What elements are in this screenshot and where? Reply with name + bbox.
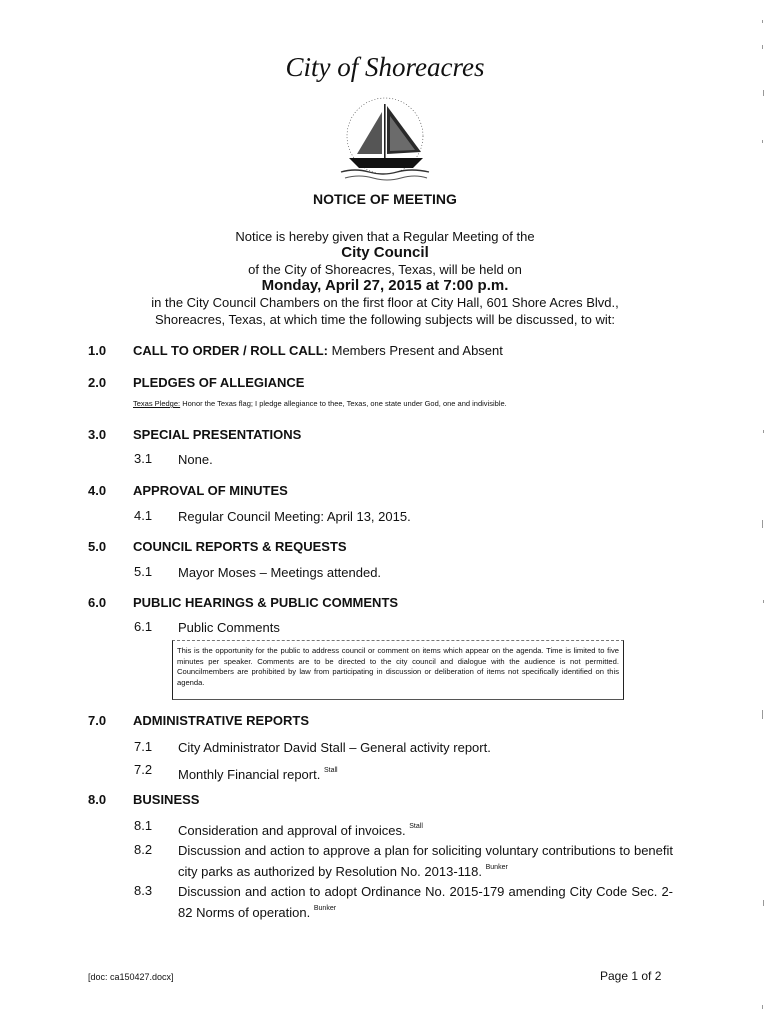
- section-number: 1.0: [88, 343, 107, 358]
- item-text: City Administrator David Stall – General activity report.: [178, 740, 491, 755]
- item-presenter: Bunker: [313, 905, 337, 912]
- section-title: SPECIAL PRESENTATIONS: [133, 427, 302, 442]
- item-presenter: Stall: [409, 823, 423, 830]
- notice-heading: NOTICE OF MEETING: [313, 191, 457, 207]
- texas-pledge: [133, 399, 507, 408]
- item-number: 8.3: [134, 883, 153, 898]
- sailboat-logo-icon: [335, 92, 435, 184]
- item-text-body: Discussion and action to adopt Ordinance No. 2015-179 amending City Code Sec. 2-82 Norms of operation.: [178, 884, 673, 920]
- item-text: Public Comments: [178, 620, 280, 635]
- section-title: APPROVAL OF MINUTES: [133, 483, 288, 498]
- item-number: 7.1: [134, 739, 153, 754]
- item-text: [178, 842, 673, 880]
- public-comment-note-box: [172, 640, 624, 700]
- section-number: 7.0: [88, 713, 107, 728]
- item-number: 5.1: [134, 564, 153, 579]
- item-number: 8.1: [134, 818, 153, 833]
- item-presenter: Stall: [323, 767, 338, 774]
- pledge-label: Texas Pledge:: [133, 399, 181, 408]
- item-text: Regular Council Meeting: April 13, 2015.: [178, 509, 411, 524]
- item-number: 6.1: [134, 619, 153, 634]
- section-title-tail: Members Present and Absent: [328, 343, 503, 358]
- section-title: PLEDGES OF ALLEGIANCE: [133, 375, 305, 390]
- section-number: 3.0: [88, 427, 107, 442]
- section-title: PUBLIC HEARINGS & PUBLIC COMMENTS: [133, 595, 399, 610]
- item-text: [178, 762, 338, 783]
- item-number: 7.2: [134, 762, 153, 777]
- city-title: City of Shoreacres: [285, 52, 485, 82]
- section-number: 2.0: [88, 375, 107, 390]
- section-title: BUSINESS: [133, 792, 200, 807]
- intro-line: of the City of Shoreacres, Texas, will be held on: [248, 262, 522, 277]
- section-title-text: CALL TO ORDER / ROLL CALL:: [133, 343, 328, 358]
- council-name: City Council: [341, 244, 429, 261]
- item-number: 4.1: [134, 508, 153, 523]
- intro-line: in the City Council Chambers on the first floor at City Hall, 601 Shore Acres Blvd.,: [151, 295, 619, 310]
- section-number: 4.0: [88, 483, 107, 498]
- item-text-body: Monthly Financial report.: [178, 767, 321, 782]
- intro-line: Shoreacres, Texas, at which time the following subjects will be discussed, to wit:: [154, 312, 616, 327]
- item-number: 8.2: [134, 842, 153, 857]
- item-number: 3.1: [134, 451, 153, 466]
- page-number: Page 1 of 2: [600, 969, 662, 983]
- section-number: 5.0: [88, 539, 107, 554]
- section-title: [133, 343, 503, 358]
- scan-edge-marks: [760, 0, 766, 1024]
- meeting-datetime: Monday, April 27, 2015 at 7:00 p.m.: [261, 277, 509, 294]
- item-text: [178, 818, 423, 839]
- intro-line: Notice is hereby given that a Regular Meeting of the: [235, 229, 535, 244]
- document-reference: [doc: ca150427.docx]: [88, 972, 174, 982]
- item-text: [178, 883, 673, 921]
- item-text-body: Consideration and approval of invoices.: [178, 823, 406, 838]
- item-text: None.: [178, 452, 213, 467]
- item-text-body: Discussion and action to approve a plan for soliciting voluntary contributions to benefit city parks as authorized by Resolution No. 2013-118.: [178, 843, 673, 879]
- section-number: 8.0: [88, 792, 107, 807]
- section-title: COUNCIL REPORTS & REQUESTS: [133, 539, 347, 554]
- section-number: 6.0: [88, 595, 107, 610]
- section-title: ADMINISTRATIVE REPORTS: [133, 713, 309, 728]
- public-comment-note: This is the opportunity for the public to address council or comment on items which appear on the agenda. Time is limited to five minutes per speaker. Comments are to be directed to the city council and dialogue with the audience is not permitted. Councilmembers are prohibited by law from participating in discussion or deliberation of items not specifically identified on this agenda.: [177, 646, 619, 687]
- pledge-text: Honor the Texas flag; I pledge allegiance to thee, Texas, one state under God, one and indivisible.: [180, 399, 507, 408]
- item-presenter: Bunker: [485, 864, 508, 871]
- item-text: Mayor Moses – Meetings attended.: [178, 565, 382, 580]
